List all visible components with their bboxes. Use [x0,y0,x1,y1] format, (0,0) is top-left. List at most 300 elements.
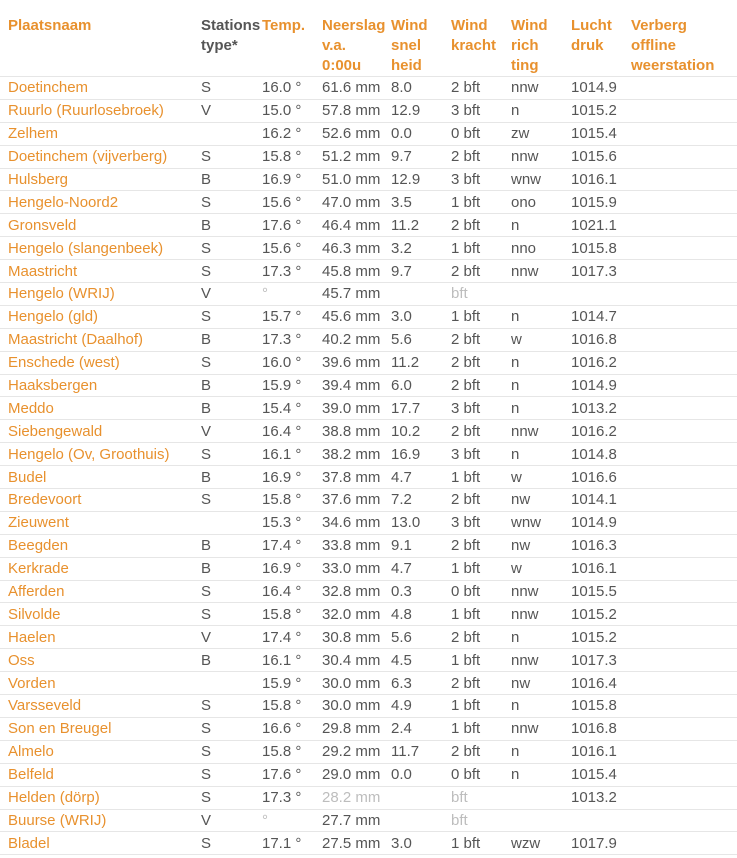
wind-force-cell: 2 bft [443,420,503,443]
station-name-link[interactable]: Ruurlo (Ruurlosebroek) [0,99,193,122]
wind-force-cell: 3 bft [443,99,503,122]
temperature-cell: 15.9 ° [254,672,314,695]
precipitation-cell: 45.6 mm [314,305,383,328]
wind-direction-cell [503,809,563,832]
air-pressure-cell: 1014.1 [563,489,623,512]
temperature-cell: 17.3 ° [254,786,314,809]
precipitation-cell: 51.0 mm [314,168,383,191]
temperature-cell: 16.1 ° [254,443,314,466]
wind-speed-cell: 9.7 [383,145,443,168]
wind-direction-cell: n [503,99,563,122]
station-name-link[interactable]: Doetinchem [0,77,193,100]
wind-direction-cell: n [503,763,563,786]
header-wind-snelheid[interactable]: Wind snel heid [391,17,428,74]
wind-speed-cell: 9.1 [383,534,443,557]
precipitation-cell: 61.6 mm [314,77,383,100]
precipitation-cell: 32.8 mm [314,580,383,603]
wind-direction-cell: nnw [503,260,563,283]
air-pressure-cell: 1021.1 [563,214,623,237]
temperature-cell: 15.8 ° [254,740,314,763]
temperature-cell: 16.6 ° [254,717,314,740]
wind-direction-cell [503,786,563,809]
temperature-cell: 15.3 ° [254,511,314,534]
wind-force-cell: 0 bft [443,763,503,786]
station-type-cell: S [193,489,254,512]
table-row [0,351,737,374]
station-name-link[interactable]: Beegden [0,534,193,557]
table-row [0,99,737,122]
temperature-cell: 16.2 ° [254,122,314,145]
header-neerslag[interactable]: Neerslag v.a. 0:00u [322,17,386,74]
table-row [0,168,737,191]
wind-direction-cell: nnw [503,77,563,100]
air-pressure-cell: 1016.1 [563,168,623,191]
hide-offline-cell [623,534,737,557]
precipitation-cell: 47.0 mm [314,191,383,214]
wind-direction-cell: w [503,328,563,351]
precipitation-cell: 29.2 mm [314,740,383,763]
wind-direction-cell: n [503,626,563,649]
hide-offline-cell [623,786,737,809]
precipitation-cell: 29.8 mm [314,717,383,740]
wind-force-cell: 2 bft [443,145,503,168]
air-pressure-cell [563,283,623,306]
table-row [0,534,737,557]
station-name-link[interactable]: Enschede (west) [0,351,193,374]
station-type-cell: S [193,695,254,718]
station-type-cell: B [193,168,254,191]
wind-direction-cell: nno [503,237,563,260]
precipitation-cell: 51.2 mm [314,145,383,168]
table-row [0,260,737,283]
header-wind-kracht[interactable]: Wind kracht [451,17,497,54]
hide-offline-cell [623,191,737,214]
wind-speed-cell: 17.7 [383,397,443,420]
wind-direction-cell: n [503,351,563,374]
wind-force-cell: 2 bft [443,214,503,237]
air-pressure-cell: 1017.3 [563,649,623,672]
table-row [0,672,737,695]
wind-force-cell: 2 bft [443,534,503,557]
wind-force-cell: 1 bft [443,466,503,489]
wind-force-cell: 2 bft [443,328,503,351]
air-pressure-cell: 1016.3 [563,534,623,557]
station-type-cell: V [193,420,254,443]
precipitation-cell: 34.6 mm [314,511,383,534]
table-row [0,603,737,626]
temperature-cell: 17.4 ° [254,626,314,649]
table-row [0,763,737,786]
wind-direction-cell: zw [503,122,563,145]
table-row [0,557,737,580]
wind-speed-cell: 7.2 [383,489,443,512]
temperature-cell: 16.4 ° [254,580,314,603]
station-type-cell: B [193,557,254,580]
station-type-cell: V [193,99,254,122]
precipitation-cell: 38.2 mm [314,443,383,466]
air-pressure-cell: 1016.8 [563,717,623,740]
wind-speed-cell: 11.2 [383,214,443,237]
wind-speed-cell: 4.5 [383,649,443,672]
air-pressure-cell: 1015.6 [563,145,623,168]
wind-speed-cell: 0.0 [383,122,443,145]
table-row [0,214,737,237]
station-type-cell: S [193,237,254,260]
header-plaatsnaam[interactable]: Plaatsnaam [8,17,92,34]
air-pressure-cell: 1014.9 [563,374,623,397]
wind-force-cell: 3 bft [443,443,503,466]
wind-force-cell: 2 bft [443,740,503,763]
station-type-cell: B [193,328,254,351]
station-name-link[interactable]: Buurse (WRIJ) [0,809,193,832]
station-name-link[interactable]: Zieuwent [0,511,193,534]
station-name-link[interactable]: Vorden [0,672,193,695]
temperature-cell: 17.6 ° [254,763,314,786]
station-name-link[interactable]: Kerkrade [0,557,193,580]
station-name-link[interactable]: Siebengewald [0,420,193,443]
temperature-cell: 15.8 ° [254,489,314,512]
precipitation-cell: 37.8 mm [314,466,383,489]
station-name-link[interactable]: Hulsberg [0,168,193,191]
precipitation-cell: 46.3 mm [314,237,383,260]
air-pressure-cell: 1015.4 [563,763,623,786]
station-name-link[interactable]: Son en Breugel [0,717,193,740]
temperature-cell: 16.9 ° [254,466,314,489]
temperature-cell: 15.8 ° [254,603,314,626]
hide-offline-cell [623,122,737,145]
wind-direction-cell: n [503,374,563,397]
hide-offline-cell [623,672,737,695]
wind-force-cell: 1 bft [443,832,503,855]
hide-offline-cell [623,649,737,672]
temperature-cell: 17.3 ° [254,260,314,283]
wind-speed-cell: 3.2 [383,237,443,260]
station-name-link[interactable]: Afferden [0,580,193,603]
wind-direction-cell: n [503,740,563,763]
hide-offline-cell [623,328,737,351]
wind-force-cell: 2 bft [443,489,503,512]
wind-force-cell: 1 bft [443,557,503,580]
table-header [0,0,737,77]
precipitation-cell: 30.8 mm [314,626,383,649]
wind-direction-cell: w [503,557,563,580]
wind-speed-cell: 3.0 [383,305,443,328]
station-name-link[interactable]: Silvolde [0,603,193,626]
precipitation-cell: 39.6 mm [314,351,383,374]
header-wind-richting[interactable]: Wind rich ting [511,17,548,74]
table-body [0,77,737,855]
wind-direction-cell: nnw [503,420,563,443]
air-pressure-cell: 1013.2 [563,786,623,809]
station-name-link[interactable]: Oss [0,649,193,672]
wind-force-cell: 2 bft [443,351,503,374]
station-type-cell: S [193,260,254,283]
wind-force-cell: 1 bft [443,649,503,672]
hide-offline-cell [623,832,737,855]
station-name-link[interactable]: Gronsveld [0,214,193,237]
wind-direction-cell: wnw [503,168,563,191]
wind-force-cell: 3 bft [443,397,503,420]
table-row [0,786,737,809]
temperature-cell: 15.7 ° [254,305,314,328]
air-pressure-cell: 1016.1 [563,557,623,580]
station-type-cell [193,511,254,534]
precipitation-cell: 30.0 mm [314,672,383,695]
hide-offline-cell [623,763,737,786]
wind-speed-cell [383,809,443,832]
hide-offline-cell [623,260,737,283]
air-pressure-cell: 1017.3 [563,260,623,283]
wind-speed-cell: 13.0 [383,511,443,534]
hide-offline-cell [623,237,737,260]
header-luchtdruk[interactable]: Lucht druk [571,17,612,54]
hide-offline-cell [623,626,737,649]
station-type-cell: V [193,283,254,306]
air-pressure-cell: 1015.8 [563,695,623,718]
temperature-cell: 15.9 ° [254,374,314,397]
table-row [0,283,737,306]
wind-force-cell: 2 bft [443,374,503,397]
wind-direction-cell: w [503,466,563,489]
table-row [0,328,737,351]
table-row [0,649,737,672]
hide-offline-cell [623,740,737,763]
wind-force-cell: bft [443,809,503,832]
station-type-cell [193,672,254,695]
station-type-cell: S [193,832,254,855]
temperature-cell: 15.6 ° [254,237,314,260]
station-name-link[interactable]: Helden (dörp) [0,786,193,809]
air-pressure-cell: 1016.2 [563,351,623,374]
wind-direction-cell: n [503,214,563,237]
station-name-link[interactable]: Almelo [0,740,193,763]
wind-direction-cell: n [503,443,563,466]
wind-force-cell: 1 bft [443,717,503,740]
precipitation-cell: 57.8 mm [314,99,383,122]
temperature-cell: 15.8 ° [254,145,314,168]
air-pressure-cell: 1015.8 [563,237,623,260]
station-name-link[interactable]: Maastricht [0,260,193,283]
wind-direction-cell: nw [503,489,563,512]
wind-direction-cell: wnw [503,511,563,534]
hide-offline-cell [623,374,737,397]
air-pressure-cell: 1017.9 [563,832,623,855]
station-type-cell: V [193,626,254,649]
wind-direction-cell: nnw [503,649,563,672]
hide-offline-cell [623,99,737,122]
station-name-link[interactable]: Haaksbergen [0,374,193,397]
temperature-cell: 16.1 ° [254,649,314,672]
station-type-cell: S [193,77,254,100]
wind-force-cell: 1 bft [443,237,503,260]
air-pressure-cell: 1014.8 [563,443,623,466]
air-pressure-cell: 1016.6 [563,466,623,489]
station-name-link[interactable]: Maastricht (Daalhof) [0,328,193,351]
station-type-cell: S [193,145,254,168]
station-name-link[interactable]: Haelen [0,626,193,649]
station-name-link[interactable]: Hengelo (gld) [0,305,193,328]
header-temp[interactable]: Temp. [262,17,306,34]
wind-speed-cell: 0.3 [383,580,443,603]
air-pressure-cell: 1015.9 [563,191,623,214]
hide-offline-cell [623,305,737,328]
air-pressure-cell: 1014.9 [563,77,623,100]
wind-force-cell: 1 bft [443,191,503,214]
table-row [0,832,737,855]
temperature-cell: 17.6 ° [254,214,314,237]
precipitation-cell: 40.2 mm [314,328,383,351]
wind-speed-cell: 6.3 [383,672,443,695]
air-pressure-cell: 1015.2 [563,626,623,649]
station-name-link[interactable]: Hengelo (slangenbeek) [0,237,193,260]
table-row [0,809,737,832]
table-row [0,237,737,260]
table-row [0,122,737,145]
station-type-cell: V [193,809,254,832]
table-row [0,420,737,443]
station-name-link[interactable]: Zelhem [0,122,193,145]
station-name-link[interactable]: Bladel [0,832,193,855]
temperature-cell: 15.6 ° [254,191,314,214]
hide-offline-cell [623,603,737,626]
temperature-cell: 16.9 ° [254,557,314,580]
wind-speed-cell: 4.7 [383,466,443,489]
table-row [0,145,737,168]
station-type-cell: S [193,740,254,763]
wind-speed-cell: 2.4 [383,717,443,740]
wind-force-cell: 3 bft [443,511,503,534]
precipitation-cell: 52.6 mm [314,122,383,145]
precipitation-cell: 37.6 mm [314,489,383,512]
hide-offline-cell [623,443,737,466]
table-row [0,580,737,603]
temperature-cell: 17.3 ° [254,328,314,351]
wind-force-cell: 2 bft [443,260,503,283]
station-name-link[interactable]: Bredevoort [0,489,193,512]
air-pressure-cell: 1016.8 [563,328,623,351]
station-type-cell: S [193,763,254,786]
precipitation-cell: 38.8 mm [314,420,383,443]
wind-speed-cell [383,786,443,809]
table-row [0,717,737,740]
precipitation-cell: 45.7 mm [314,283,383,306]
wind-speed-cell: 16.9 [383,443,443,466]
wind-speed-cell: 9.7 [383,260,443,283]
precipitation-cell: 39.4 mm [314,374,383,397]
station-name-link[interactable]: Meddo [0,397,193,420]
wind-direction-cell: nnw [503,717,563,740]
temperature-cell: 16.0 ° [254,351,314,374]
header-verberg-offline[interactable]: Verberg offline weerstation [631,17,715,74]
hide-offline-cell [623,717,737,740]
table-row [0,511,737,534]
station-type-cell: B [193,649,254,672]
station-type-cell: S [193,305,254,328]
station-name-link[interactable]: Doetinchem (vijverberg) [0,145,193,168]
table-row [0,77,737,100]
table-row [0,489,737,512]
wind-force-cell: bft [443,283,503,306]
wind-speed-cell: 12.9 [383,168,443,191]
station-type-cell: S [193,580,254,603]
wind-speed-cell: 5.6 [383,626,443,649]
hide-offline-cell [623,511,737,534]
wind-speed-cell: 0.0 [383,763,443,786]
wind-speed-cell: 4.8 [383,603,443,626]
wind-direction-cell: nnw [503,603,563,626]
wind-force-cell: 2 bft [443,77,503,100]
wind-speed-cell: 4.9 [383,695,443,718]
hide-offline-cell [623,695,737,718]
precipitation-cell: 46.4 mm [314,214,383,237]
air-pressure-cell: 1015.2 [563,603,623,626]
wind-direction-cell: nnw [503,145,563,168]
wind-speed-cell: 3.0 [383,832,443,855]
station-name-link[interactable]: Hengelo (Ov, Groothuis) [0,443,193,466]
header-stations-type: Stations type* [201,17,261,54]
hide-offline-cell [623,351,737,374]
wind-speed-cell: 6.0 [383,374,443,397]
wind-direction-cell: n [503,695,563,718]
precipitation-cell: 33.8 mm [314,534,383,557]
wind-direction-cell: n [503,397,563,420]
temperature-cell: 16.0 ° [254,77,314,100]
table-row [0,374,737,397]
wind-force-cell: 2 bft [443,672,503,695]
station-name-link[interactable]: Hengelo (WRIJ) [0,283,193,306]
wind-speed-cell: 11.2 [383,351,443,374]
table-row [0,191,737,214]
wind-force-cell: 1 bft [443,603,503,626]
station-type-cell: B [193,374,254,397]
wind-direction-cell [503,283,563,306]
wind-force-cell: 3 bft [443,168,503,191]
wind-force-cell: bft [443,786,503,809]
hide-offline-cell [623,397,737,420]
air-pressure-cell: 1016.4 [563,672,623,695]
temperature-cell: 15.0 ° [254,99,314,122]
station-type-cell: B [193,466,254,489]
precipitation-cell: 27.7 mm [314,809,383,832]
air-pressure-cell: 1015.5 [563,580,623,603]
table-row [0,695,737,718]
wind-speed-cell: 11.7 [383,740,443,763]
precipitation-cell: 33.0 mm [314,557,383,580]
hide-offline-cell [623,77,737,100]
wind-direction-cell: nnw [503,580,563,603]
table-row [0,466,737,489]
wind-force-cell: 0 bft [443,122,503,145]
station-name-link[interactable]: Hengelo-Noord2 [0,191,193,214]
air-pressure-cell: 1015.2 [563,99,623,122]
hide-offline-cell [623,580,737,603]
station-name-link[interactable]: Budel [0,466,193,489]
hide-offline-cell [623,145,737,168]
hide-offline-cell [623,489,737,512]
temperature-cell: 15.4 ° [254,397,314,420]
station-type-cell: S [193,717,254,740]
station-type-cell [193,122,254,145]
wind-force-cell: 0 bft [443,580,503,603]
station-type-cell: S [193,191,254,214]
wind-direction-cell: ono [503,191,563,214]
hide-offline-cell [623,283,737,306]
station-name-link[interactable]: Belfeld [0,763,193,786]
precipitation-cell: 27.5 mm [314,832,383,855]
hide-offline-cell [623,557,737,580]
table-row [0,626,737,649]
station-name-link[interactable]: Varsseveld [0,695,193,718]
